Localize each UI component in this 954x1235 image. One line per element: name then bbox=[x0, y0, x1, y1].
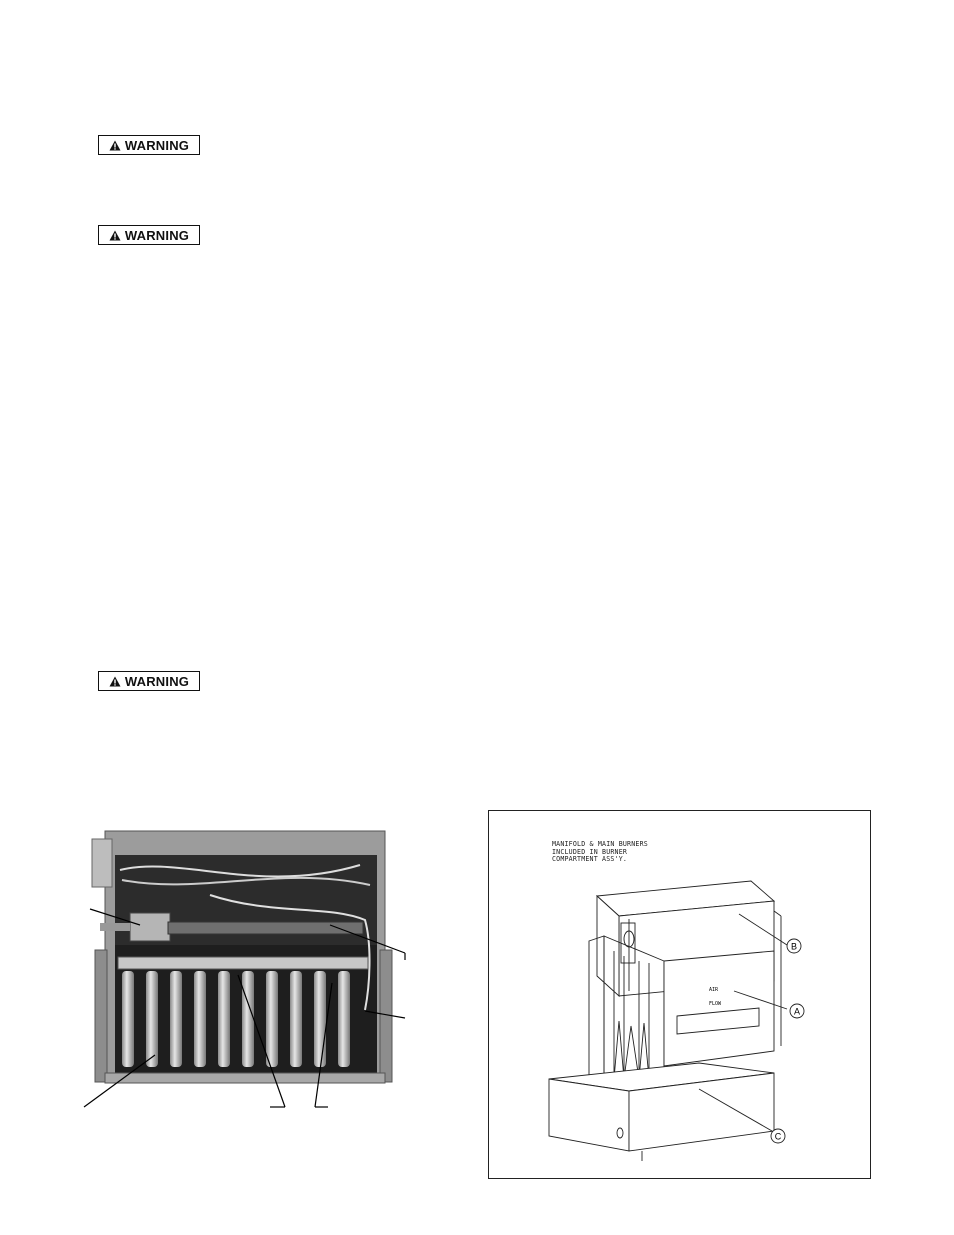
warning-triangle-icon bbox=[109, 230, 121, 241]
callout-a: A bbox=[793, 1006, 801, 1017]
figure-note-line: MANIFOLD & MAIN BURNERS bbox=[552, 840, 648, 848]
figure-note-line: COMPARTMENT ASS'Y. bbox=[552, 855, 628, 864]
warning-text: WARNING bbox=[124, 227, 190, 243]
callout-c: C bbox=[774, 1131, 782, 1142]
warning-triangle-icon bbox=[109, 140, 121, 151]
warning-label-1 bbox=[98, 135, 200, 155]
burner-compartment-photo bbox=[60, 825, 420, 1115]
warning-triangle-icon bbox=[109, 676, 121, 687]
figure-note-line: INCLUDED IN BURNER bbox=[552, 847, 628, 856]
warning-text: WARNING bbox=[124, 673, 190, 689]
figure-note bbox=[552, 841, 648, 864]
burner-assembly-drawing bbox=[489, 811, 872, 1180]
flow-label: FLOW bbox=[709, 1001, 722, 1007]
warning-label-2 bbox=[98, 225, 200, 245]
burner-assembly-figure bbox=[488, 810, 871, 1179]
air-label: AIR bbox=[709, 987, 719, 993]
warning-text: WARNING bbox=[124, 137, 190, 153]
callout-b: B bbox=[790, 941, 798, 952]
warning-label-3 bbox=[98, 671, 200, 691]
